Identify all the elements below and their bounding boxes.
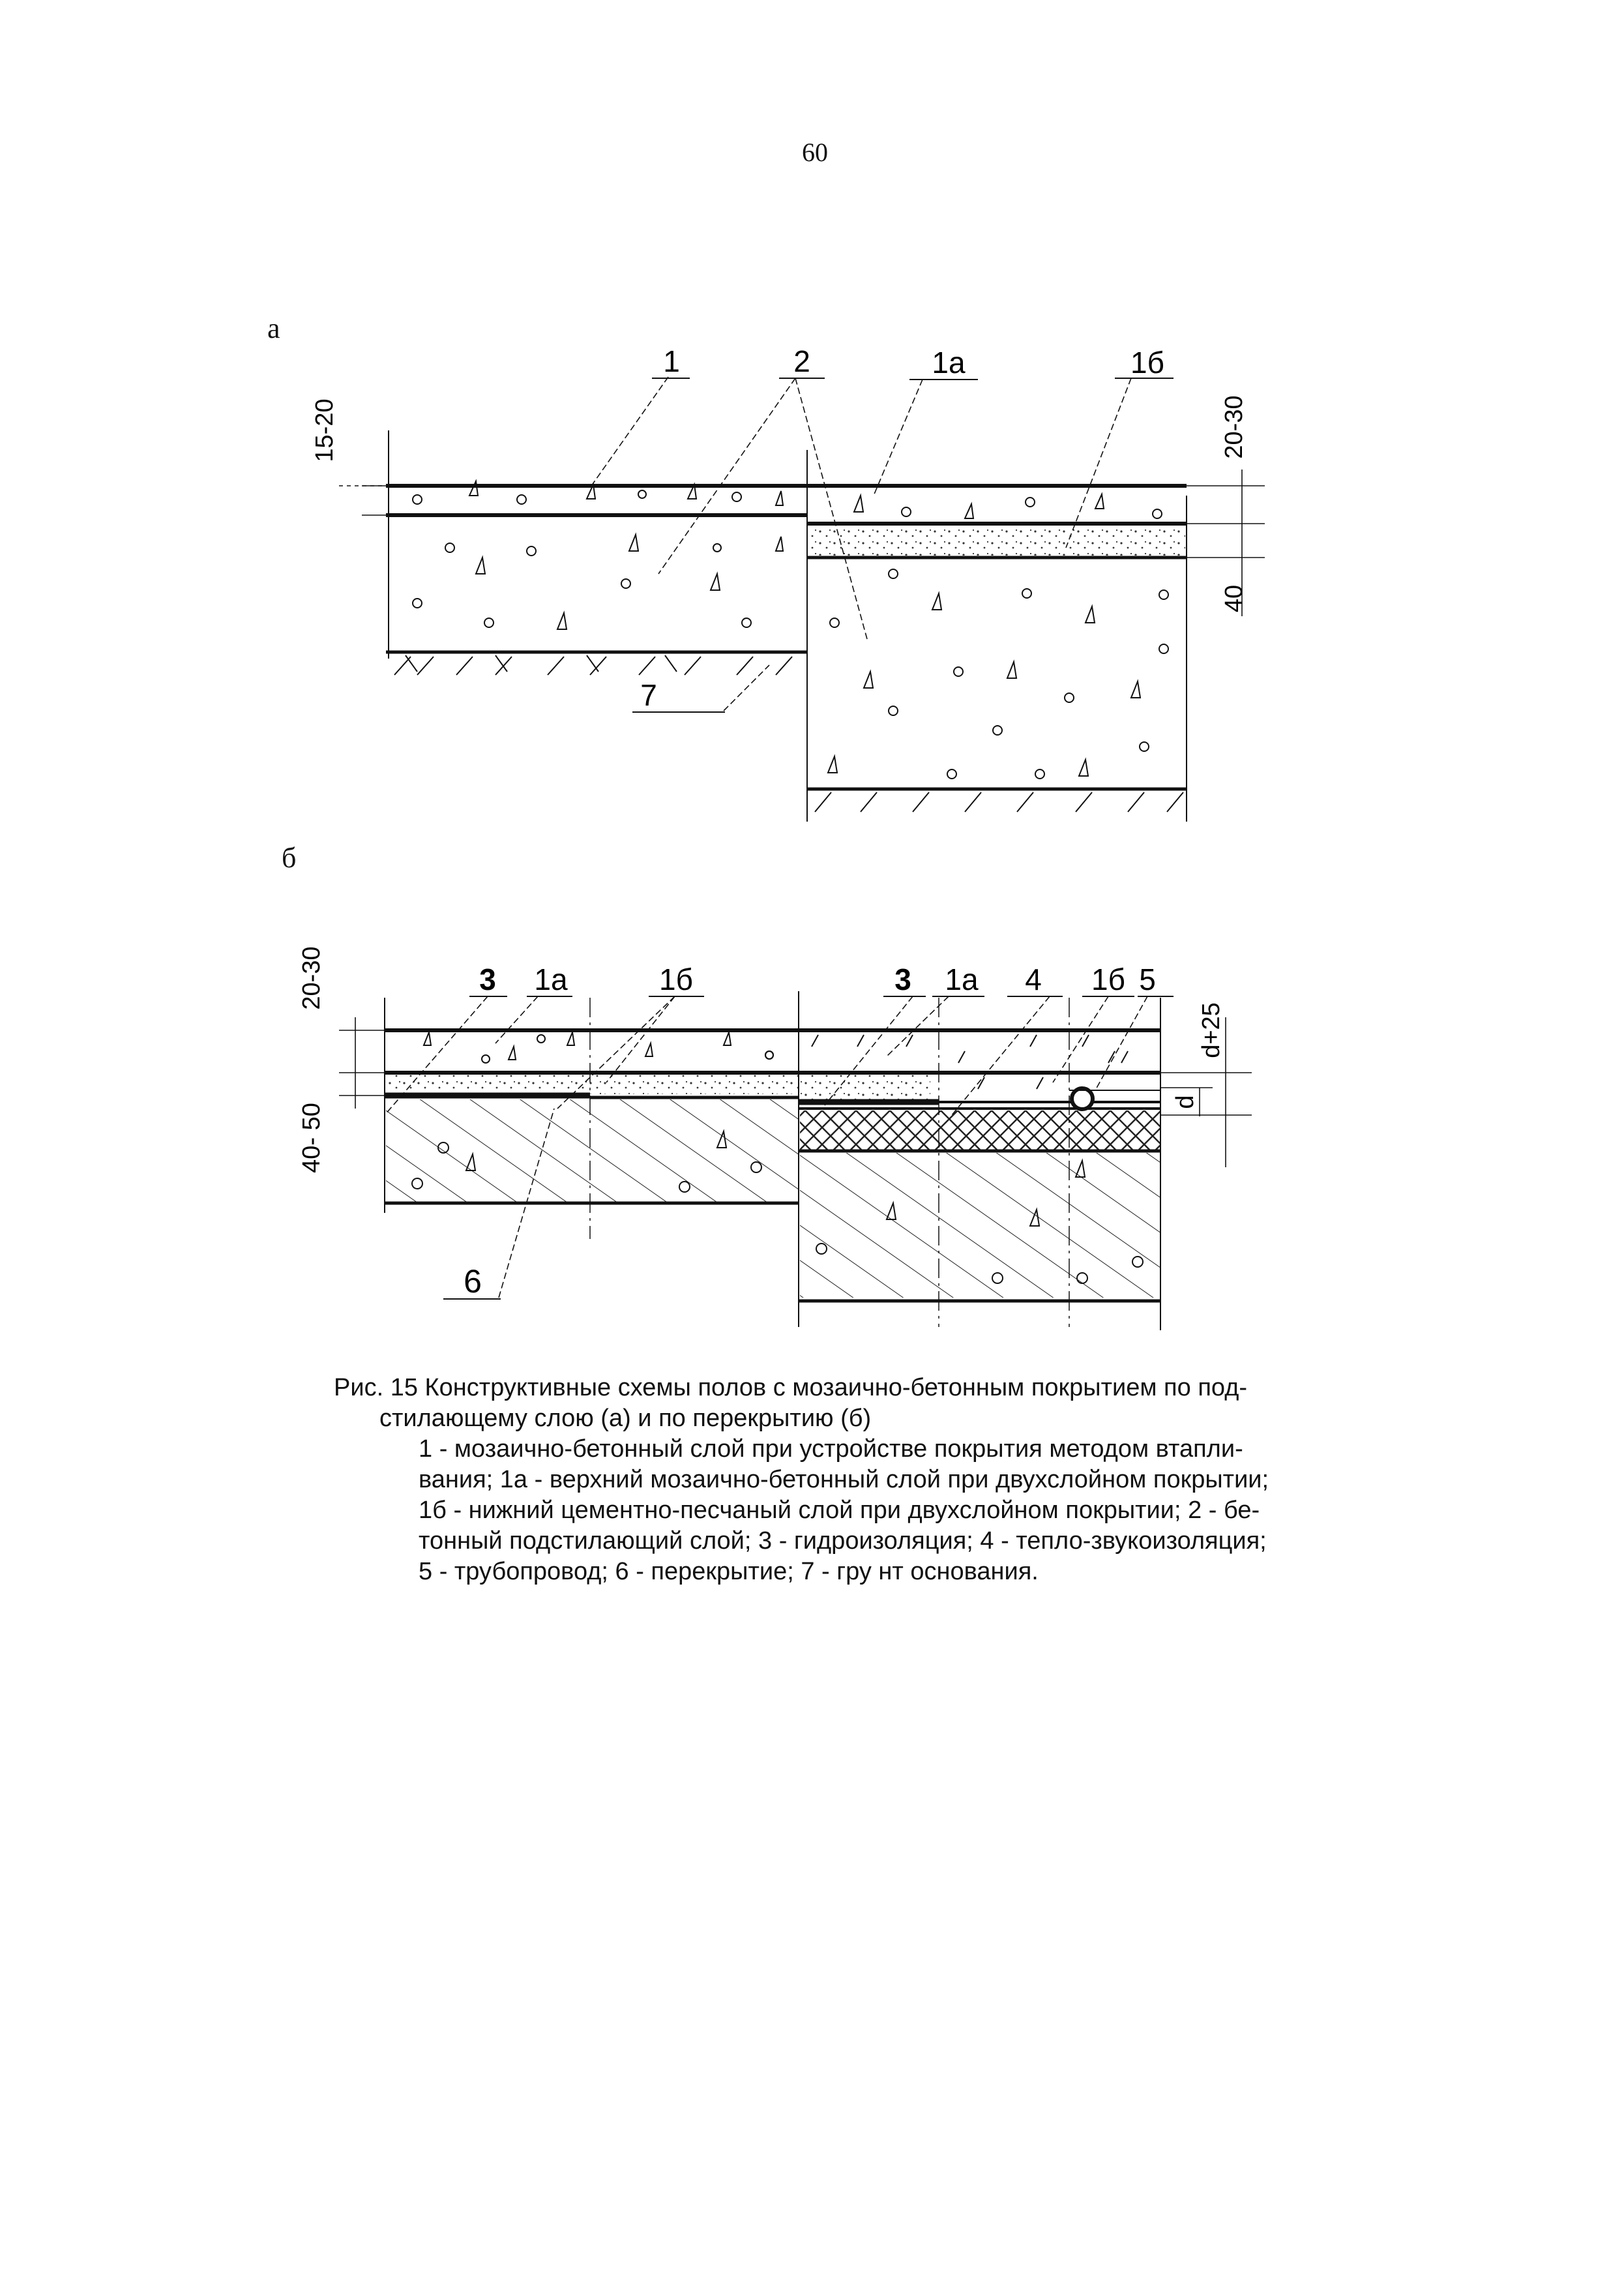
page-number: 60 xyxy=(802,138,828,167)
dim-a-15-20: 15-20 xyxy=(311,398,338,462)
callout-b-3-left: 3 xyxy=(479,962,496,996)
callout-a-7: 7 xyxy=(640,678,657,712)
callout-a-1b: 1б xyxy=(1130,346,1164,380)
dim-a-20-30: 20-30 xyxy=(1220,395,1248,459)
callout-b-5: 5 xyxy=(1139,962,1156,996)
callout-a-1a: 1а xyxy=(932,346,966,380)
caption-legend-line: вания; 1а - верхний мозаично-бетонный слой при двухслойном покрытии; xyxy=(419,1466,1269,1493)
dim-b-20-30: 20-30 xyxy=(298,946,325,1010)
caption-legend-line: 1 - мозаично-бетонный слой при устройстве покрытия методом втапли- xyxy=(419,1435,1243,1463)
figure-caption xyxy=(334,1373,1299,1587)
caption-title-line2: стилающему слою (а) и по перекрытию (б) xyxy=(379,1405,872,1432)
dim-a-40: 40 xyxy=(1220,584,1248,613)
dim-b-d: d xyxy=(1172,1095,1199,1109)
caption-legend-line: 5 - трубопровод; 6 - перекрытие; 7 - гру нт основания. xyxy=(419,1558,1039,1585)
dim-b-d25: d+25 xyxy=(1198,1002,1225,1058)
callout-b-4: 4 xyxy=(1025,962,1042,996)
callout-a-1: 1 xyxy=(663,344,680,378)
callout-b-3-right: 3 xyxy=(894,962,911,996)
panel-a-letter: а xyxy=(267,312,280,344)
caption-legend-line: тонный подстилающий слой; 3 - гидроизоляция; 4 - тепло-звукоизоляция; xyxy=(419,1527,1267,1555)
caption-legend-line: 1б - нижний цементно-песчаный слой при двухслойном покрытии; 2 - бе- xyxy=(419,1497,1260,1524)
dim-b-40-50: 40- 50 xyxy=(298,1103,325,1173)
panel-a-section xyxy=(339,377,1265,822)
caption-title-line1: Рис. 15 Конструктивные схемы полов с мозаично-бетонным покрытием по под- xyxy=(334,1374,1248,1401)
callout-b-1b-right: 1б xyxy=(1091,962,1125,996)
callout-b-1a-left: 1а xyxy=(534,962,568,996)
callout-a-2: 2 xyxy=(793,344,810,378)
callout-b-1b-left: 1б xyxy=(659,962,693,996)
panel-b-letter: б xyxy=(282,842,297,874)
callout-b-1a-right: 1а xyxy=(945,962,979,996)
callout-b-6: 6 xyxy=(464,1263,482,1300)
